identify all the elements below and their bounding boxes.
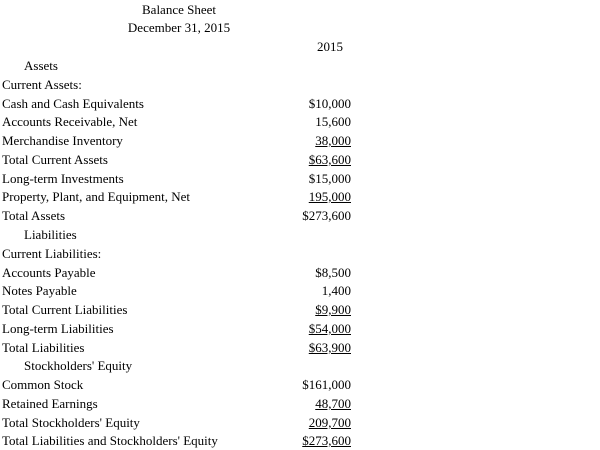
section-header-assets <box>0 57 360 75</box>
row-label: Property, Plant, and Equipment, Net <box>2 189 190 204</box>
row-value: $54,000 <box>308 321 351 336</box>
row-value: 209,700 <box>308 415 351 430</box>
row-value: 15,600 <box>315 114 351 129</box>
row-value: $8,500 <box>315 265 351 280</box>
sheet-title: Balance Sheet <box>142 2 216 17</box>
row-label: Current Liabilities: <box>2 246 102 261</box>
subsection-current-assets <box>0 76 360 94</box>
table-row <box>0 95 360 113</box>
table-row <box>0 207 360 225</box>
row-label: Current Assets: <box>2 77 82 92</box>
row-value: $161,000 <box>302 377 351 392</box>
row-value: 1,400 <box>321 283 351 298</box>
row-label: Total Assets <box>2 208 66 223</box>
table-row <box>0 151 360 169</box>
sheet-date: December 31, 2015 <box>127 20 231 35</box>
row-label: Total Current Assets <box>2 152 108 167</box>
row-value: $9,900 <box>315 302 351 317</box>
row-label: Total Liabilities and Stockholders' Equity <box>2 433 218 448</box>
row-value: 48,700 <box>315 396 351 411</box>
row-value: $63,600 <box>308 152 351 167</box>
row-label: Long-term Investments <box>2 171 124 186</box>
table-row <box>0 113 360 131</box>
table-row-grand-total <box>0 432 360 450</box>
row-label: Total Current Liabilities <box>2 302 128 317</box>
table-row <box>0 170 360 188</box>
row-label: Assets <box>24 58 58 73</box>
table-row <box>0 282 360 300</box>
table-row <box>0 188 360 206</box>
row-label: Liabilities <box>24 227 77 242</box>
table-row <box>0 414 360 432</box>
year-column-header: 2015 <box>317 39 343 54</box>
table-row <box>0 320 360 338</box>
row-label: Accounts Payable <box>2 265 96 280</box>
row-label: Retained Earnings <box>2 396 98 411</box>
section-header-liabilities <box>0 226 360 244</box>
section-header-stockholders-equity <box>0 357 360 375</box>
table-row <box>0 264 360 282</box>
row-label: Notes Payable <box>2 283 77 298</box>
table-row <box>0 339 360 357</box>
row-label: Total Stockholders' Equity <box>2 415 140 430</box>
subsection-current-liabilities <box>0 245 360 263</box>
row-label: Cash and Cash Equivalents <box>2 96 144 111</box>
row-label: Total Liabilities <box>2 340 85 355</box>
row-value: $273,600 <box>302 208 351 223</box>
table-row <box>0 301 360 319</box>
row-label: Common Stock <box>2 377 84 392</box>
table-row <box>0 376 360 394</box>
row-value: 38,000 <box>315 133 351 148</box>
row-label: Accounts Receivable, Net <box>2 114 138 129</box>
row-value: 195,000 <box>308 189 351 204</box>
table-row <box>0 395 360 413</box>
row-label: Stockholders' Equity <box>24 358 133 373</box>
table-row <box>0 132 360 150</box>
row-label: Merchandise Inventory <box>2 133 123 148</box>
row-label: Long-term Liabilities <box>2 321 114 336</box>
row-value: $15,000 <box>308 171 351 186</box>
row-value: $63,900 <box>308 340 351 355</box>
row-value: $10,000 <box>308 96 351 111</box>
row-value: $273,600 <box>302 433 351 448</box>
